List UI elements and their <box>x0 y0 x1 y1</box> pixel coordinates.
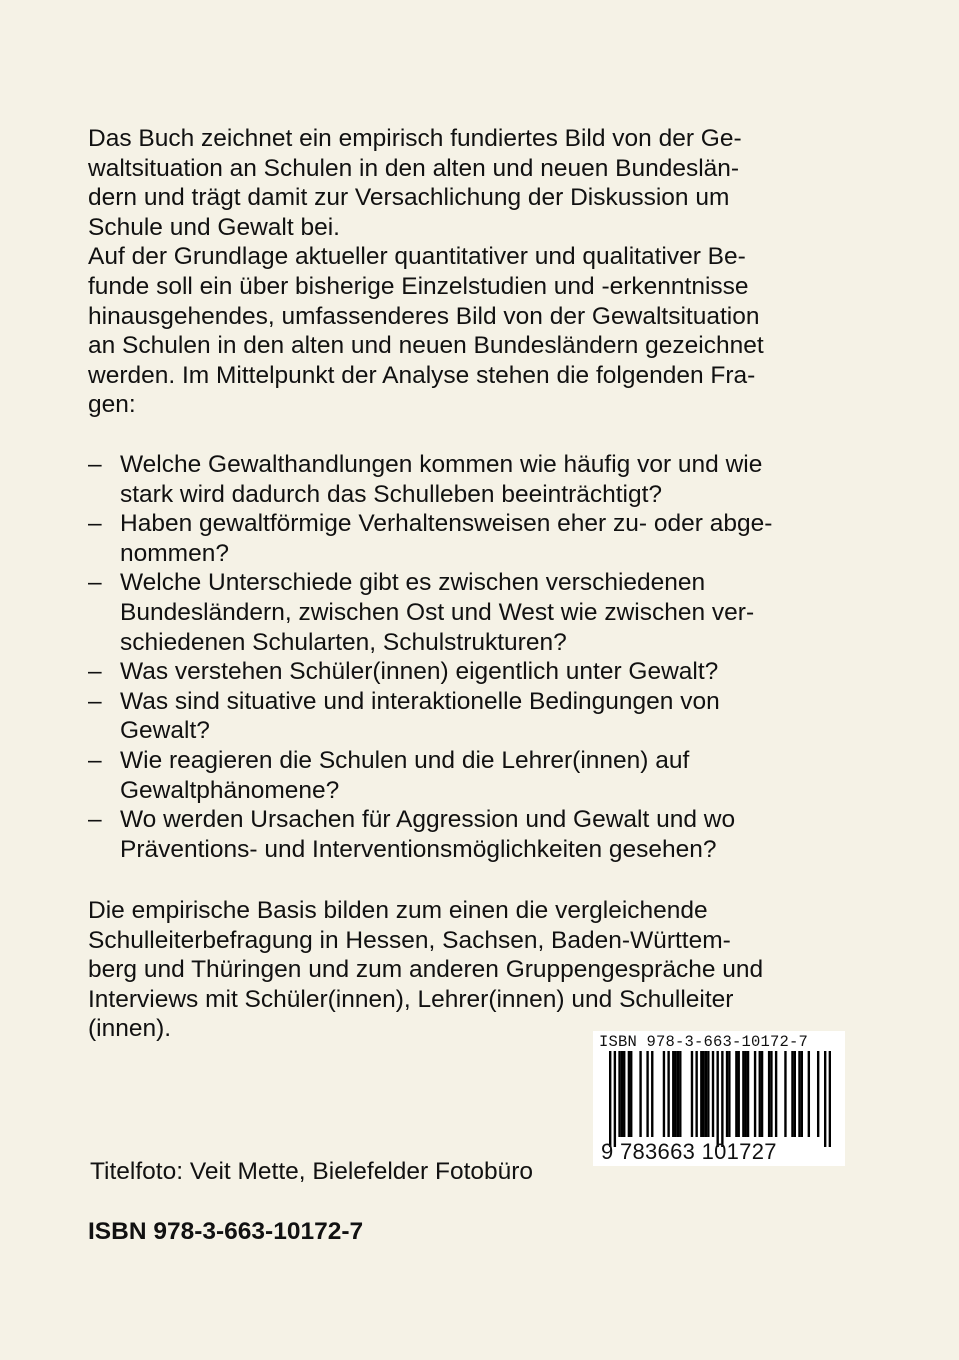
dash-bullet: – <box>88 806 102 834</box>
question-line: Bundesländern, zwischen Ost und West wie zwischen ver- <box>120 598 755 626</box>
basis-line: Schulleiterbefragung in Hessen, Sachsen, Baden-Württem- <box>88 926 731 954</box>
barcode-bar <box>674 1051 676 1137</box>
basis-line: Interviews mit Schüler(innen), Lehrer(innen) und Schulleiter <box>88 985 734 1013</box>
barcode-bar <box>775 1051 777 1137</box>
barcode-bar <box>621 1051 623 1137</box>
intro-line: waltsituation an Schulen in den alten und neuen Bundeslän- <box>88 154 740 182</box>
basis-paragraph <box>88 896 848 1044</box>
barcode-bar <box>639 1051 641 1137</box>
dash-bullet: – <box>88 510 102 538</box>
question-line: stark wird dadurch das Schulleben beeinträchtigt? <box>120 480 663 508</box>
dash-bullet: – <box>88 451 102 478</box>
photo-credit: Titelfoto: Veit Mette, Bielefelder Fotobüro <box>90 1158 534 1185</box>
barcode-bar <box>630 1051 632 1137</box>
basis-line: berg und Thüringen und zum anderen Gruppengespräche und <box>88 956 764 984</box>
barcode-bar <box>728 1051 730 1137</box>
intro-line: hinausgehendes, umfassenderes Bild von der Gewaltsituation <box>88 302 760 330</box>
barcode-bar <box>716 1051 718 1147</box>
question-line: Was sind situative und interaktionelle Bedingungen von <box>120 687 720 715</box>
barcode-bar <box>695 1051 697 1137</box>
intro-line: dern und trägt damit zur Versachlichung der Diskussion um <box>88 184 730 212</box>
barcode-bar <box>623 1051 625 1137</box>
intro-line: Das Buch zeichnet ein empirisch fundiertes Bild von der Ge- <box>88 125 742 152</box>
question-line: Welche Unterschiede gibt es zwischen verschiedenen <box>120 569 706 597</box>
dash-bullet: – <box>88 746 102 774</box>
question-item <box>88 509 848 568</box>
intro-line: werden. Im Mittelpunkt der Analyse stehen die folgenden Fra- <box>88 361 756 389</box>
question-list <box>88 450 848 864</box>
barcode-bar <box>618 1051 620 1137</box>
barcode-bar <box>784 1051 786 1137</box>
question-item <box>88 568 848 657</box>
question-item <box>88 657 848 687</box>
question-line: schiedenen Schularten, Schulstrukturen? <box>120 628 567 656</box>
barcode-bar <box>705 1051 707 1137</box>
question-line: Wo werden Ursachen für Aggression und Gewalt und wo <box>120 806 736 834</box>
barcode-bar <box>735 1051 737 1137</box>
barcode-bar <box>742 1051 744 1137</box>
barcode-bar <box>829 1051 831 1147</box>
barcode-bar <box>801 1051 803 1137</box>
intro-paragraph <box>88 124 848 420</box>
barcode-bar <box>761 1051 763 1137</box>
barcode-bar <box>738 1051 740 1137</box>
barcode-bar <box>651 1051 653 1137</box>
barcode-bar <box>672 1051 674 1137</box>
barcode-bar <box>754 1051 756 1137</box>
dash-bullet: – <box>88 687 102 715</box>
barcode-bar <box>663 1051 665 1137</box>
question-item <box>88 687 848 746</box>
barcode-bar <box>817 1051 819 1137</box>
intro-line: funde soll ein über bisherige Einzelstudien und -erkenntnisse <box>88 272 749 300</box>
question-item <box>88 805 848 864</box>
intro-line: Auf der Grundlage aktueller quantitativer und qualitativer Be- <box>88 243 746 271</box>
barcode-bar <box>707 1051 709 1137</box>
question-line: Haben gewaltförmige Verhaltensweisen eher zu- oder abge- <box>120 510 773 538</box>
barcode-bar <box>609 1051 611 1147</box>
barcode-isbn-text: ISBN 978-3-663-10172-7 <box>599 1033 809 1051</box>
barcode-bar <box>745 1051 747 1137</box>
dash-bullet: – <box>88 569 102 597</box>
barcode-bar <box>614 1051 616 1147</box>
barcode-bar <box>628 1051 630 1137</box>
question-line: Was verstehen Schüler(innen) eigentlich unter Gewalt? <box>120 658 719 686</box>
barcode <box>593 1031 845 1166</box>
barcode-digits: 9 783663 101727 <box>601 1139 777 1164</box>
barcode-bar <box>691 1051 693 1137</box>
intro-line: Schule und Gewalt bei. <box>88 213 340 241</box>
barcode-bar <box>770 1051 772 1137</box>
barcode-bar <box>702 1051 704 1137</box>
barcode-bar <box>677 1051 679 1137</box>
question-item <box>88 746 848 805</box>
basis-line: (innen). <box>88 1015 172 1043</box>
barcode-bar <box>808 1051 810 1137</box>
barcode-bar <box>798 1051 800 1137</box>
question-line: Präventions- und Interventionsmöglichkeiten gesehen? <box>120 835 717 863</box>
question-line: Gewalt? <box>120 717 210 745</box>
barcode-bars <box>609 1051 831 1147</box>
barcode-bar <box>646 1051 648 1137</box>
dash-bullet: – <box>88 658 102 686</box>
barcode-bar <box>726 1051 728 1137</box>
intro-line: gen: <box>88 391 136 419</box>
barcode-bar <box>824 1051 826 1147</box>
question-line: Welche Gewalthandlungen kommen wie häufig vor und wie <box>120 451 763 478</box>
barcode-bar <box>721 1051 723 1147</box>
barcode-bar <box>759 1051 761 1137</box>
barcode-bar <box>700 1051 702 1137</box>
question-line: Wie reagieren die Schulen und die Lehrer(innen) auf <box>120 746 690 774</box>
barcode-bar <box>794 1051 796 1137</box>
barcode-bar <box>791 1051 793 1137</box>
barcode-bar <box>679 1051 681 1137</box>
barcode-bar <box>667 1051 669 1137</box>
question-item <box>88 450 848 509</box>
intro-line: an Schulen in den alten und neuen Bundesländern gezeichnet <box>88 332 764 360</box>
basis-line: Die empirische Basis bilden zum einen die vergleichende <box>88 897 708 924</box>
barcode-bar <box>747 1051 749 1137</box>
question-line: nommen? <box>120 539 229 567</box>
barcode-bar <box>712 1051 714 1137</box>
barcode-bar <box>768 1051 770 1137</box>
question-line: Gewaltphänomene? <box>120 776 340 804</box>
isbn-number: ISBN 978-3-663-10172-7 <box>88 1218 364 1245</box>
